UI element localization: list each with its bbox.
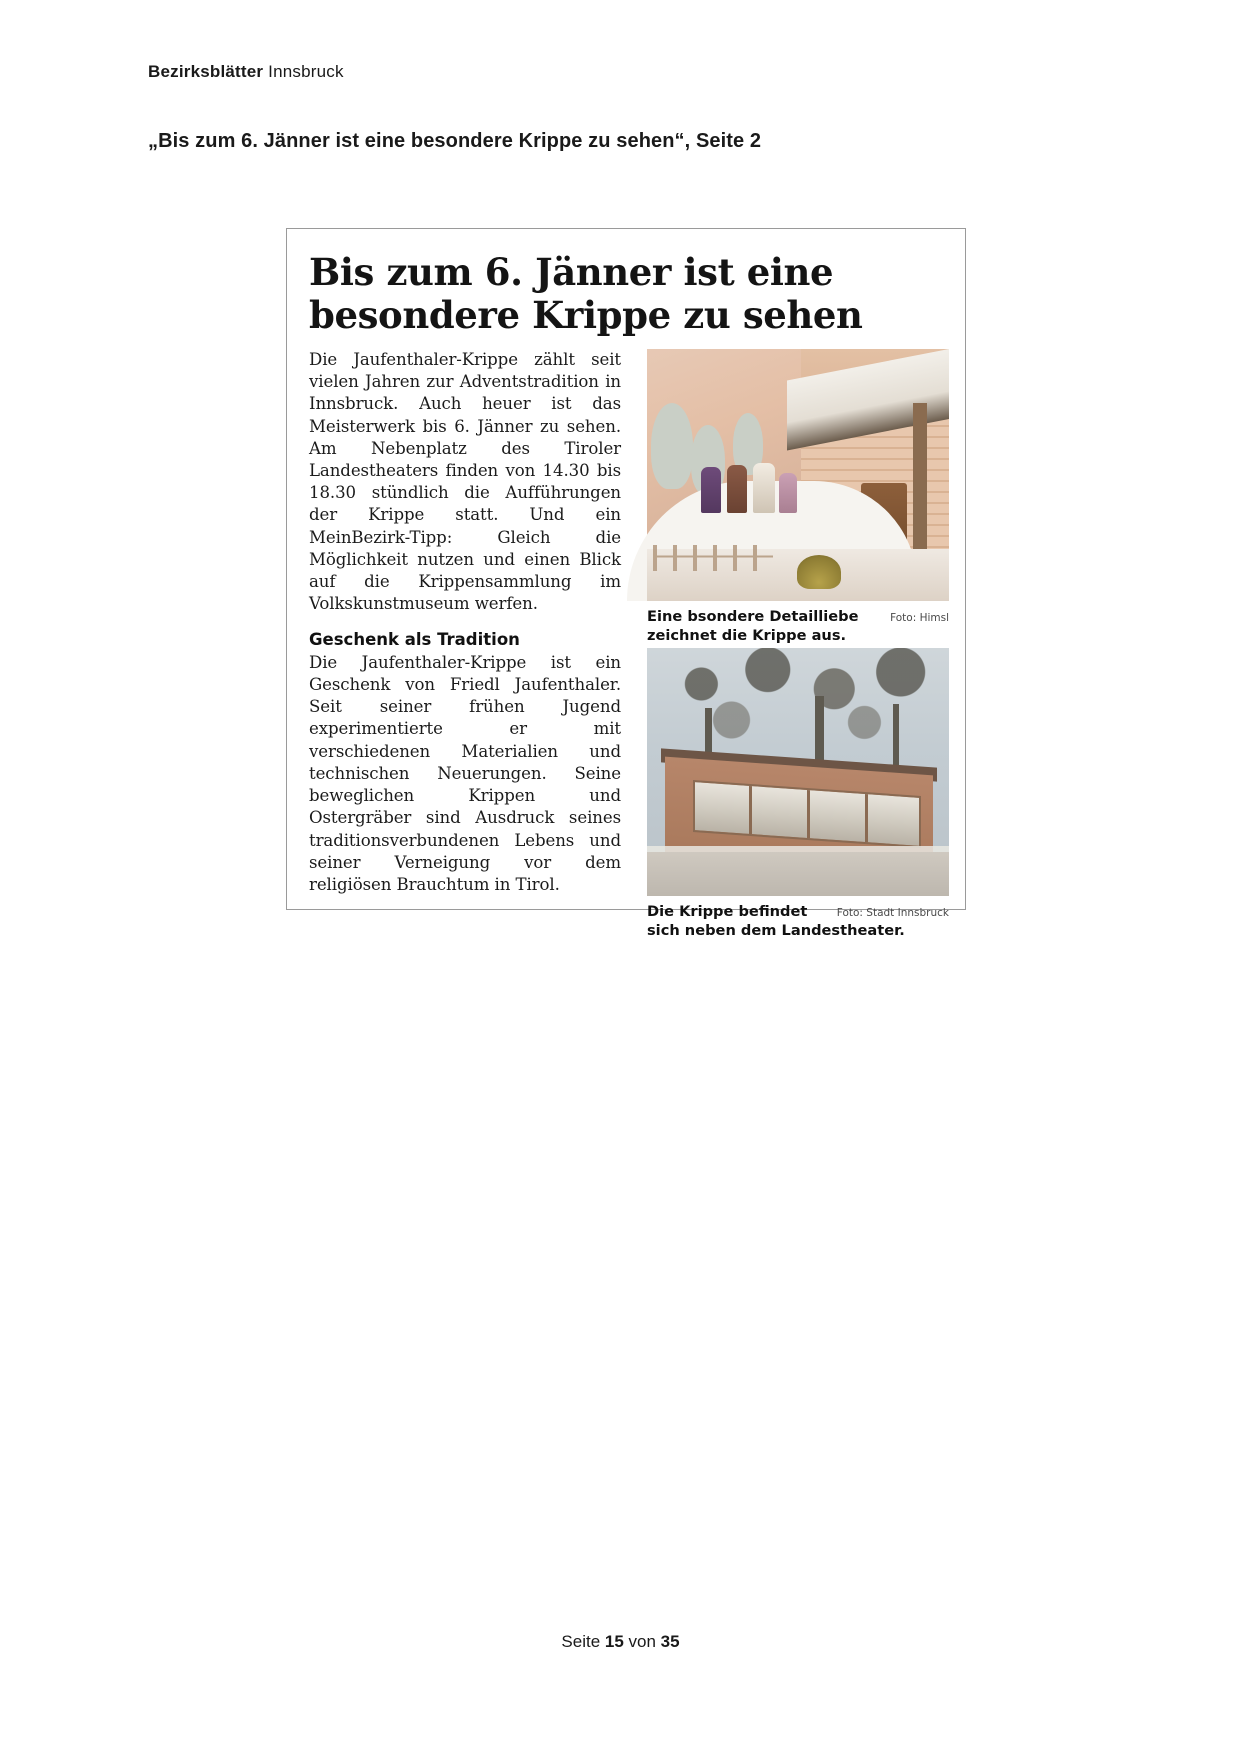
media-column: [647, 349, 949, 941]
section-subheading: Geschenk als Tradition: [309, 629, 520, 649]
photo-caption-1-text: Eine bsondere Detailliebe zeichnet die Krippe aus.: [647, 607, 859, 644]
clipping-columns: [309, 349, 949, 941]
photo-caption-1: [647, 608, 949, 646]
photo-caption-2-text: Die Krippe befindet sich neben dem Landestheater.: [647, 902, 905, 939]
body-paragraph: Die Jaufenthaler-Krippe ist ein Geschenk von Friedl Jaufenthaler. Seit seiner frühen Jugend experimentierte er mit verschiedenen Materialien und technischen Neuerungen. Seine beweglichen Krippen und Ostergräber sind Ausdruck seines traditionsverbundenen Lebens und seiner Verneigung vor dem religiösen Brauchtum in Tirol.: [309, 652, 621, 894]
footer-page-total: 35: [660, 1632, 680, 1651]
photo-credit-1: Foto: Himsl: [890, 611, 949, 624]
text-column: [309, 349, 621, 896]
headline-line-2: besondere Krippe zu sehen: [309, 292, 863, 337]
footer-middle: von: [623, 1632, 661, 1651]
document-header: [148, 62, 344, 82]
lead-paragraph: Die Jaufenthaler-Krippe zählt seit vielen Jahren zur Adventstradition in Innsbruck. Auch heuer ist das Meisterwerk bis 6. Jänner zu sehen. Am Nebenplatz des Tiroler Landestheaters finden von 14.30 bis 18.30 stündlich die Aufführungen der Krippe statt. Und ein MeinBezirk-Tipp: Gleich die Möglichkeit nutzen und einen Blick auf die Krippensammlung im Volkskunstmuseum werfen.: [309, 349, 621, 614]
footer-page-number: 15: [604, 1632, 624, 1651]
clipping-headline: [309, 251, 943, 337]
photo-credit-2: Foto: Stadt Innsbruck: [836, 906, 949, 919]
photo-caption-2: [647, 903, 949, 941]
newspaper-clipping: [286, 228, 966, 939]
publication-edition: Innsbruck: [268, 62, 344, 81]
footer-prefix: Seite: [561, 1632, 605, 1651]
krippe-pavilion-photo: [647, 648, 949, 896]
nativity-scene-photo: [647, 349, 949, 601]
publication-brand: Bezirksblätter: [148, 62, 264, 81]
page-title: „Bis zum 6. Jänner ist eine besondere Krippe zu sehen“, Seite 2: [148, 130, 762, 152]
headline-line-1: Bis zum 6. Jänner ist eine: [309, 250, 834, 294]
page-footer: [0, 1632, 1241, 1652]
